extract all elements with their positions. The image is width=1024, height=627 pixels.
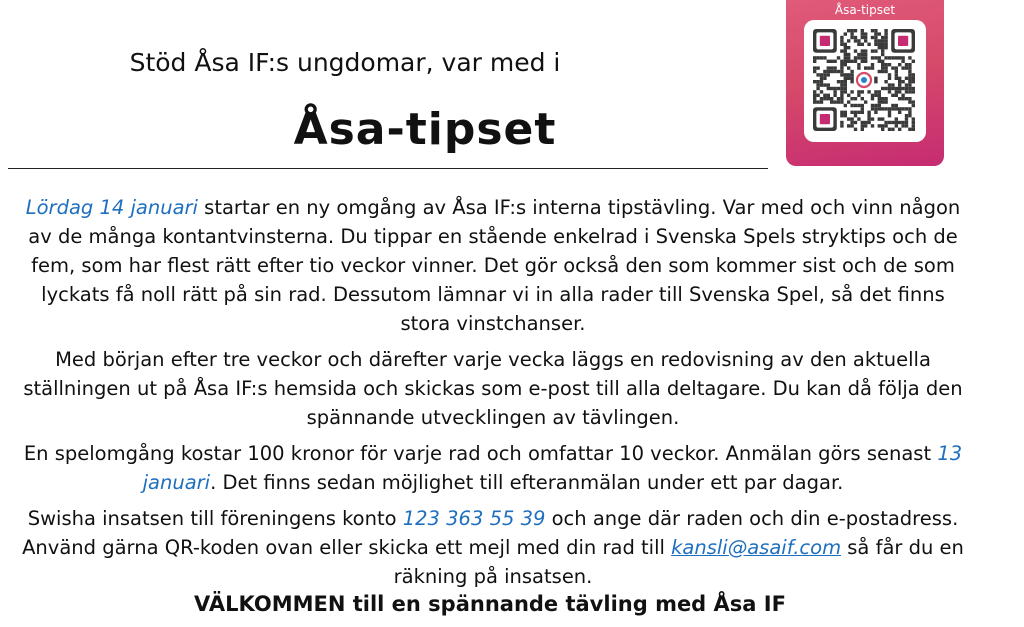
paragraph-cost (18, 439, 968, 497)
cost-text-end: . Det finns sedan möjlighet till efteranmälan under ett par dagar. (210, 471, 844, 494)
email-link[interactable]: kansli@asaif.com (671, 536, 842, 559)
deadline-date: 13 januari (142, 442, 963, 494)
paragraph-payment (18, 504, 968, 591)
body-text (18, 193, 968, 598)
qr-code-panel[interactable] (786, 0, 944, 166)
swish-account: 123 363 55 39 (402, 507, 546, 530)
paragraph-intro (18, 193, 968, 338)
payment-text-mid: och ange där raden och din e-postadress. Använd gärna QR-koden ovan eller skicka ett mejl med din rad till (22, 507, 959, 559)
intro-text: startar en ny omgång av Åsa IF:s interna tipstävling. Var med och vinn någon av de många kontantvinsterna. Du tippar en stående enkelrad i Svenska Spels stryktips och de fem, som har flest rätt efter tio veckor vinner. Det gör också den som kommer sist och de som lyckats få noll rätt på sin rad. Dessutom lämnar vi in alla rader till Svenska Spel, så det finns stora vinstchanser. (28, 196, 961, 335)
page-subtitle: Stöd Åsa IF:s ungdomar, var med i (129, 48, 561, 77)
title-divider (8, 168, 768, 169)
qr-code-card (804, 20, 926, 142)
qr-code-icon (804, 20, 926, 142)
welcome-line: VÄLKOMMEN till en spännande tävling med Åsa IF (194, 592, 786, 616)
start-date: Lördag 14 januari (25, 196, 198, 219)
payment-text: Swisha insatsen till föreningens konto (27, 507, 403, 530)
cost-text: En spelomgång kostar 100 kronor för varje rad och omfattar 10 veckor. Anmälan görs senast (23, 442, 938, 465)
page-title: Åsa-tipset (293, 104, 557, 155)
paragraph-updates: Med början efter tre veckor och därefter varje vecka läggs en redovisning av den aktuella ställningen ut på Åsa IF:s hemsida och skickas som e-post till alla deltagare. Du kan då följa den spännande utvecklingen av tävlingen. (23, 348, 963, 429)
qr-code-label: Åsa-tipset (834, 3, 896, 17)
payment-text-end: så får du en räkning på insatsen. (393, 536, 964, 588)
